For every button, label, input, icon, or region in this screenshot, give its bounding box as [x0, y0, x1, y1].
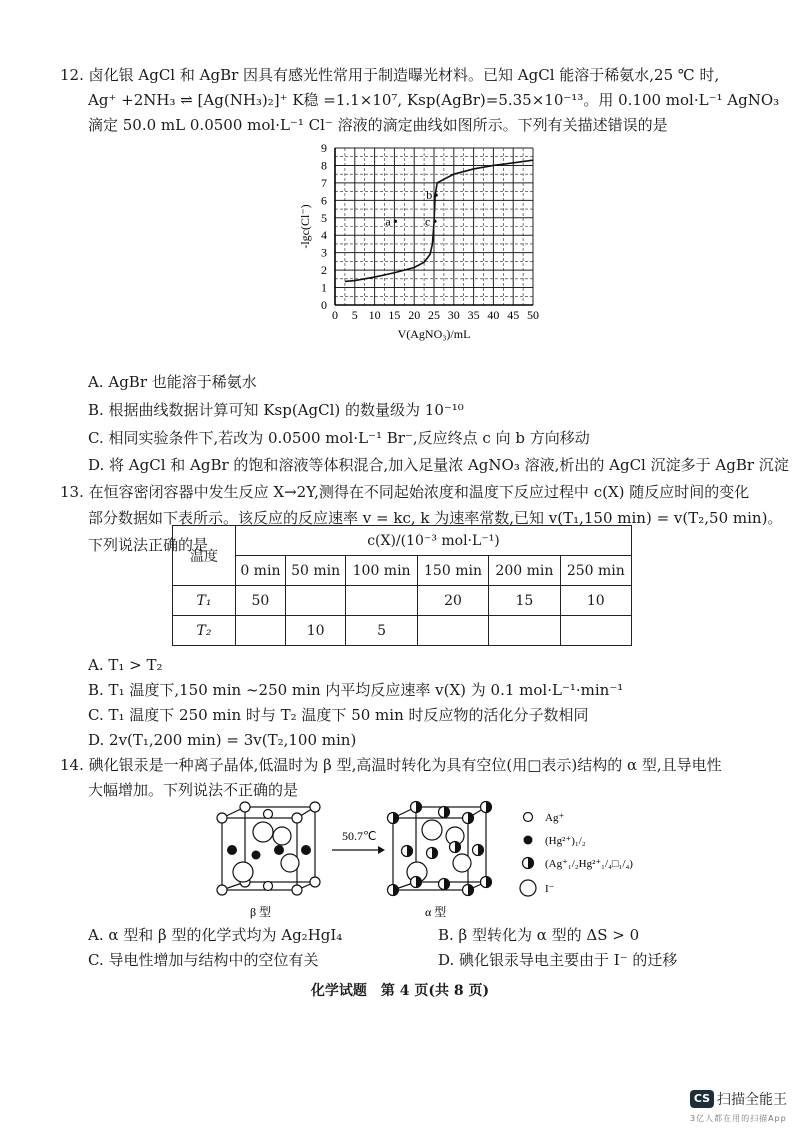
table-cell — [417, 616, 488, 646]
legend — [520, 812, 633, 896]
iodide-ion-icon — [520, 880, 536, 896]
data-table — [172, 525, 632, 646]
y-tick-label: 9 — [321, 141, 327, 155]
y-tick-label: 2 — [321, 263, 327, 278]
table-row-header: 温度 — [173, 526, 236, 586]
legend-iodide: I⁻ — [545, 883, 555, 895]
q13-option-a: A. T₁ > T₂ — [88, 656, 163, 674]
y-tick-label: 4 — [321, 228, 327, 243]
q13-option-c: C. T₁ 温度下 250 min 时与 T₂ 温度下 50 min 时反应物的活化分子数相同 — [88, 706, 589, 724]
q13-option-b: B. T₁ 温度下,150 min ~250 min 内平均反应速率 v(X) 为 0.1 mol·L⁻¹·min⁻¹ — [88, 681, 624, 699]
table-cell: 5 — [346, 616, 417, 646]
watermark-name: 扫描全能王 — [717, 1091, 787, 1108]
x-tick-label: 40 — [487, 308, 500, 322]
q12-option-a: A. AgBr 也能溶于稀氨水 — [88, 373, 257, 391]
point-label-b: b — [426, 188, 433, 203]
q13-line1: 13. 在恒容密闭容器中发生反应 X→2Y,测得在不同起始浓度和温度下反应过程中 c(X) 随反应时间的变化 — [60, 483, 750, 501]
alpha-label: α 型 — [425, 905, 447, 919]
y-tick-label: 1 — [321, 280, 327, 295]
table-row-label: T₁ — [173, 586, 236, 616]
table-cell: 20 — [417, 586, 488, 616]
x-tick-label: 50 — [527, 308, 539, 322]
q12-line1: 12. 卤化银 AgCl 和 AgBr 因具有感光性常用于制造曝光材料。已知 AgCl 能溶于稀氨水,25 ℃ 时, — [60, 66, 720, 84]
legend-ag: Ag⁺ — [545, 812, 565, 824]
ag-ion-icon — [524, 813, 533, 822]
watermark-tagline: 3亿人都在用的扫描App — [690, 1113, 787, 1123]
point-c — [433, 220, 436, 223]
scanner-logo-icon: CS — [690, 1090, 714, 1108]
arrow-label: 50.7℃ — [342, 829, 377, 843]
table-header: 200 min — [489, 556, 560, 586]
x-tick-label: 25 — [428, 308, 440, 322]
page-footer: 化学试题 第 4 页(共 8 页) — [310, 983, 490, 999]
x-tick-label: 15 — [388, 308, 401, 322]
table-cell: 50 — [236, 586, 286, 616]
x-tick-label: 0 — [332, 308, 338, 322]
table-header: 0 min — [236, 556, 286, 586]
q14-option-a: A. α 型和 β 型的化学式均为 Ag₂HgI₄ — [88, 926, 343, 944]
table-row — [173, 586, 632, 616]
x-tick-label: 20 — [408, 308, 421, 322]
table-row — [173, 616, 632, 646]
y-tick-label: 7 — [321, 175, 327, 190]
y-axis-label: -lgc(Cl⁻) — [298, 204, 312, 249]
point-b — [435, 194, 438, 197]
legend-hg: (Hg²⁺)₁/₂ — [545, 835, 586, 847]
table-header-row — [173, 556, 632, 586]
q12-option-c: C. 相同实验条件下,若改为 0.0500 mol·L⁻¹ Br⁻,反应终点 c 向 b 方向移动 — [88, 429, 590, 447]
q14-line1: 14. 碘化银汞是一种离子晶体,低温时为 β 型,高温时转化为具有空位(用□表示)结构的 α 型,且导电性 — [60, 756, 722, 774]
q12-option-d: D. 将 AgCl 和 AgBr 的饱和溶液等体积混合,加入足量浓 AgNO₃ 溶液,析出的 AgCl 沉淀多于 AgBr 沉淀 — [88, 456, 789, 474]
table-cell: 15 — [489, 586, 560, 616]
table-cell — [346, 586, 417, 616]
table-cell — [285, 586, 346, 616]
table-header: 150 min — [417, 556, 488, 586]
q13-line2: 部分数据如下表所示。该反应的反应速率 v = kc, k 为速率常数,已知 v(T₁,150 min) = v(T₂,50 min)。 — [88, 509, 783, 527]
y-tick-label: 6 — [321, 193, 327, 208]
point-a — [394, 220, 397, 223]
q13-option-d: D. 2v(T₁,200 min) = 3v(T₂,100 min) — [88, 731, 357, 749]
x-tick-label: 35 — [467, 308, 480, 322]
q12-line3: 滴定 50.0 mL 0.0500 mol·L⁻¹ Cl⁻ 溶液的滴定曲线如图所示。下列有关描述错误的是 — [88, 116, 668, 134]
table-cell — [236, 616, 286, 646]
mixed-site-icon — [523, 858, 534, 869]
scanner-watermark — [690, 1088, 787, 1124]
q14-option-b: B. β 型转化为 α 型的 ΔS > 0 — [438, 926, 640, 944]
y-tick-label: 3 — [321, 245, 327, 260]
table-cell — [560, 616, 631, 646]
q14-option-c: C. 导电性增加与结构中的空位有关 — [88, 951, 319, 969]
point-label-a: a — [385, 214, 391, 229]
x-tick-label: 5 — [351, 308, 358, 322]
table-cell: 10 — [285, 616, 346, 646]
y-tick-label: 8 — [321, 158, 327, 173]
x-tick-label: 10 — [368, 308, 381, 322]
table-cell — [489, 616, 560, 646]
titration-curve — [345, 160, 533, 281]
q14-option-d: D. 碘化银汞导电主要由于 I⁻ 的迁移 — [438, 951, 678, 969]
q12-option-b: B. 根据曲线数据计算可知 Ksp(AgCl) 的数量级为 10⁻¹⁰ — [88, 401, 464, 419]
table-header: 250 min — [560, 556, 631, 586]
crystal-diagram — [200, 800, 680, 925]
table-row-label: T₂ — [173, 616, 236, 646]
legend-mixed: (Ag⁺₁/₂Hg²⁺₁/₄□₁/₄) — [545, 858, 633, 870]
table-header: 50 min — [285, 556, 346, 586]
q14-line2: 大幅增加。下列说法不正确的是 — [88, 781, 299, 799]
table-col-group: c(X)/(10⁻³ mol·L⁻¹) — [236, 526, 632, 556]
x-tick-label: 45 — [507, 308, 520, 322]
q12-line2: Ag⁺ +2NH₃ ⇌ [Ag(NH₃)₂]⁺ K稳 =1.1×10⁷, Ksp(AgBr)=5.35×10⁻¹³。用 0.100 mol·L⁻¹ AgNO₃ — [88, 91, 780, 109]
titration-chart — [295, 138, 555, 348]
y-tick-label: 0 — [321, 298, 327, 312]
beta-label: β 型 — [250, 905, 272, 919]
point-label-c: c — [425, 214, 431, 229]
q13-line3: 下列说法正确的是 — [88, 536, 209, 554]
x-tick-label: 30 — [447, 308, 460, 322]
table-cell: 10 — [560, 586, 631, 616]
x-axis-label: V(AgNO₃)/mL — [397, 327, 471, 341]
table-header: 100 min — [346, 556, 417, 586]
hg-ion-icon — [524, 836, 533, 845]
y-tick-label: 5 — [321, 210, 327, 225]
